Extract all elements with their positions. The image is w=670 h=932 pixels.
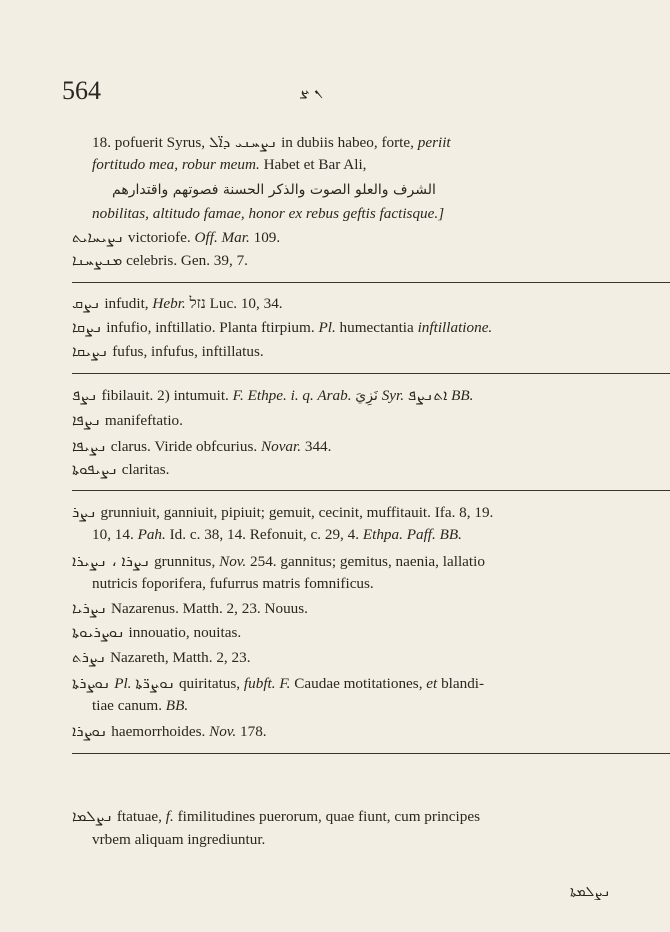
entry-line: ܢܘܨܪܝܘܬܐ innouatio, nouitas.	[72, 623, 242, 641]
entry-line: ܢܨܝܚܐܝܬ victoriofe. Off. Mar. 109.	[72, 228, 281, 246]
page-number: 564	[62, 76, 101, 105]
entry-line: nobilitas, altitudo famae, honor ex rebus geftis factisque.]	[92, 205, 445, 222]
entry-line: ܢܨܪܝܐ Nazarenus. Matth. 2, 23. Nouus.	[72, 599, 308, 617]
entry-line: ܢܨܩܐ infufio, inftillatio. Planta ftirpium. Pl. humectantia inftillatione.	[72, 318, 493, 336]
section-divider	[72, 490, 670, 491]
running-head: ܢ ܨ	[300, 80, 323, 98]
entry-line: nutricis foporifera, fufurrus matris fomnificus.	[92, 575, 374, 592]
entry-line: ܢܨܝܦܘܬܐ claritas.	[72, 460, 170, 478]
entry-line: vrbem aliquam ingrediuntur.	[92, 831, 266, 848]
entry-line: 18. pofuerit Syrus, ܢܨܚܢܝ ܕܐ̈ܠ in dubiis habeo, forte, periit	[92, 133, 451, 151]
entry-line: ܢܨܪܬ Nazareth, Matth. 2, 23.	[72, 648, 251, 666]
arabic-line: الشرف والعلو الصوت والذكر الحسنة فصوتهم واقتدارهم	[112, 182, 436, 198]
entry-line: ܢܘܨܪܬܐ Pl. ܢܘܨܪ̈ܬܐ quiritatus, fubft. F. Caudae motitationes, et blandi-	[72, 674, 485, 692]
section-divider	[72, 282, 670, 283]
entry-line: ܡܢܨܚܢܐ celebris. Gen. 39, 7.	[72, 251, 248, 269]
entry-line: tiae canum. BB.	[92, 697, 189, 714]
entry-line: ܢܨܝܩܐ fufus, infufus, inftillatus.	[72, 342, 264, 360]
entry-line: ܢܘܨܪܐ haemorrhoides. Nov. 178.	[72, 722, 267, 740]
entry-line: ܢܨܪ grunniuit, ganniuit, pipiuit; gemuit, cecinit, muffitauit. Ifa. 8, 19.	[72, 503, 494, 521]
entry-line: ܢܨܩ infudit, Hebr. נזל Luc. 10, 34.	[72, 294, 283, 312]
section-divider	[72, 373, 670, 374]
entry-line: ܢܨܝܦܐ clarus. Viride obfcurius. Novar. 344.	[72, 437, 332, 455]
section-divider	[72, 753, 670, 754]
entry-line: ܢܨܦܐ manifeftatio.	[72, 411, 183, 429]
entry-line: 10, 14. Pah. Id. c. 38, 14. Refonuit, c. 29, 4. Ethpa. Paff. BB.	[92, 526, 462, 543]
entry-line: fortitudo mea, robur meum. Habet et Bar Ali,	[92, 156, 367, 173]
entry-line: ܢܨܠܡܐ ftatuae, f. fimilitudines puerorum, quae fiunt, cum principes	[72, 807, 480, 825]
catchword: ܢܨܠܡܬܐ	[570, 884, 611, 900]
entry-line: ܢܨܪܐ ، ܢܨܝܪܐ grunnitus, Nov. 254. gannitus; gemitus, naenia, lallatio	[72, 552, 485, 570]
entry-line: ܢܨܦ fibilauit. 2) intumuit. F. Ethpe. i. q. Arab. نَزِيَ Syr. ܐܬܢܨܦ BB.	[72, 386, 474, 404]
